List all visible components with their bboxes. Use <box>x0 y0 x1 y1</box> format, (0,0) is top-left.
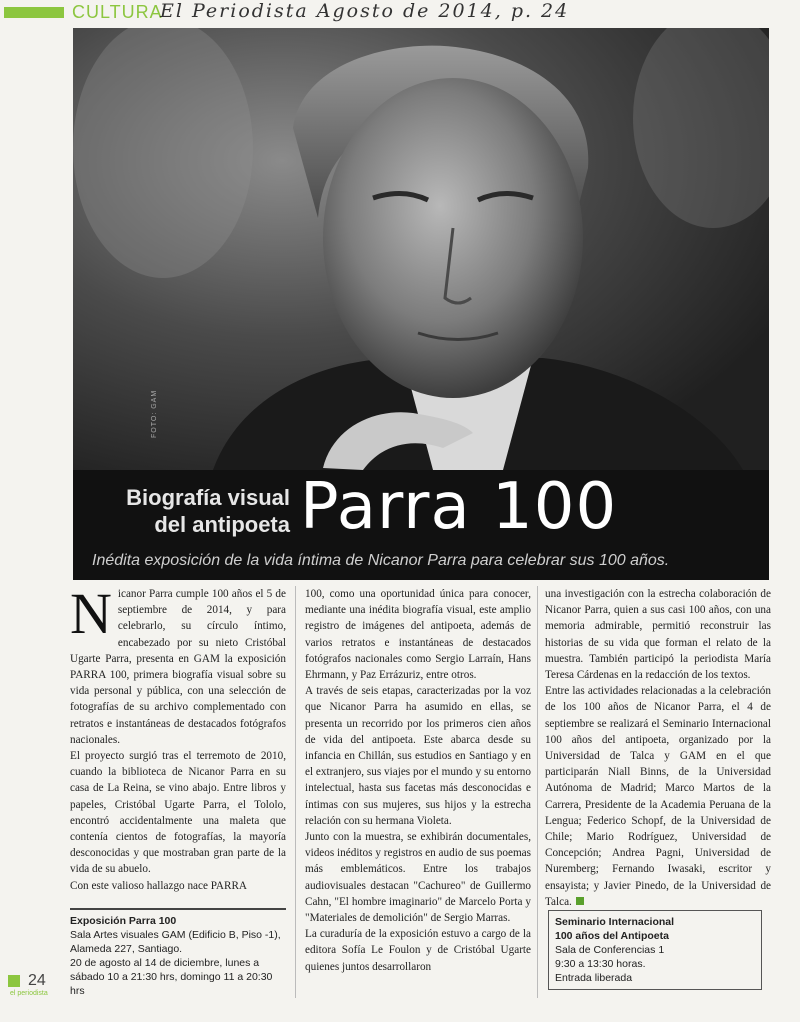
column-divider <box>295 586 296 998</box>
exhibition-info-box <box>70 908 286 998</box>
paragraph: A través de seis etapas, caracterizadas por la voz que Nicanor Parra ha asumido en ellas, se presenta un recorrido por los primeros cien años de vida del antipoeta. Este abarca desde su infancia en Chillán, sus estudios en Santiago y en el extranjero, sus viajes por el mundo y su entorno intelectual, hasta sus facetas más desconocidas e íntimas con sus mujeres, sus hijos y la estrecha relación con su hermana Violeta. <box>305 685 531 827</box>
paragraph: La curaduría de la exposición estuvo a cargo de la editora Sofía Le Foulon y de Cristóbal Ugarte quienes juntos desarrollaron <box>305 928 531 973</box>
body-column-1 <box>70 581 286 894</box>
portrait-photo <box>73 28 769 470</box>
section-color-bar <box>4 7 64 18</box>
publication-name: el periodista <box>10 990 48 997</box>
seminar-title-line1: Seminario Internacional <box>555 916 675 928</box>
page-number: 24 <box>28 972 46 989</box>
title-kicker-line2: del antipoeta <box>154 512 290 537</box>
paragraph: Junto con la muestra, se exhibirán documentales, videos inéditos y registros en audio de sus poemas más emblemáticos. Entre los trabajos audiovisuales destacan "Cachureo" de Guillermo Cahn, "El hombre imaginario" de Marcelo Porta y "Materiales de demolición" de Sergio Marras. <box>305 831 531 925</box>
handwritten-annotation: El Periodista Agosto de 2014, p. 24 <box>160 0 570 22</box>
column-divider <box>537 586 538 998</box>
end-mark-icon <box>576 897 584 905</box>
title-kicker-line1: Biografía visual <box>126 485 290 510</box>
exhibition-dates: 20 de agosto al 14 de diciembre, lunes a sábado 10 a 21:30 hrs, domingo 11 a 20:30 hrs <box>70 957 273 997</box>
drop-cap: N <box>70 581 112 646</box>
portrait-illustration <box>73 28 769 470</box>
title-kicker <box>120 484 290 538</box>
page-header <box>0 0 800 26</box>
paragraph: Con este valioso hallazgo nace PARRA <box>70 879 248 892</box>
paragraph: una investigación con la estrecha colaboración de Nicanor Parra, quien a sus casi 100 años, con una memoria admirable, permitió reconstruir las historias de su vida que forman el relato de la muestra. También participó la periodista María Teresa Cárdenas en la redacción de los textos. <box>545 588 771 682</box>
paragraph: icanor Parra cumple 100 años el 5 de septiembre de 2014, y para celebrarlo, su círculo íntimo, encabezado por su nieto Cristóbal Ugarte Parra, presenta en GAM la exposición PARRA 100, primera biografía visual sobre su vida personal y pública, con una selección de fotografías de su archivo complementado con retratos e instantáneas de destacados fotógrafos nacionales. <box>70 588 286 746</box>
page-title: Parra 100 <box>300 470 618 544</box>
paragraph <box>545 683 771 910</box>
seminar-hours: 9:30 a 13:30 horas. <box>555 958 646 970</box>
seminar-venue: Sala de Conferencias 1 <box>555 944 665 956</box>
body-column-3 <box>545 586 771 910</box>
exhibition-info-title: Exposición Parra 100 <box>70 915 177 927</box>
paragraph-text: Entre las actividades relacionadas a la celebración de los 100 años de Nicanor Parra, el 4 de septiembre se realizará el Seminario Internacional 100 años del antipoeta, organizado por la Universidad de Talca y GAM en el que participarán Niall Binns, de la Universidad Autónoma de Madrid; Marco Martos de la Carrera, Presidente de la Academia Peruana de la Lengua; Federico Schopf, de la Universidad de Chile; Mario Rodríguez, Universidad de Concepción; Andrea Pagni, Universidad de Nuremberg; Fernando Iwasaki, escritor y ensayista; y Javier Pinedo, de la Universidad de Talca. <box>545 685 771 908</box>
paragraph: 100, como una oportunidad única para conocer, mediante una inédita biografía visual, este amplio registro de imágenes del antipoeta, además de varios retratos e instantáneas de destacados fotógrafos nacionales como Sergio Larraín, Hans Ehrmann, y Paz Errázuriz, entre otros. <box>305 588 531 682</box>
article-subtitle: Inédita exposición de la vida íntima de Nicanor Parra para celebrar sus 100 años. <box>92 552 670 569</box>
seminar-info-box <box>548 910 762 990</box>
seminar-title-line2: 100 años del Antipoeta <box>555 930 669 942</box>
body-column-2 <box>305 586 531 975</box>
section-label: CULTURA <box>72 2 163 22</box>
exhibition-venue: Sala Artes visuales GAM (Edificio B, Piso -1), Alameda 227, Santiago. <box>70 929 281 955</box>
publication-logo-icon <box>8 975 20 987</box>
photo-credit: FOTO: GAM <box>151 389 158 438</box>
seminar-admission: Entrada liberada <box>555 972 633 984</box>
paragraph: El proyecto surgió tras el terremoto de 2010, cuando la biblioteca de Nicanor Parra en su casa de La Reina, se vino abajo. Entre libros y papeles, Cristóbal Ugarte Parra, el Tololo, encontró accidentalmente una maleta que contenía cientos de fotografías, la mayoría desconocidas y que mostraban gran parte de la vida de su abuelo. <box>70 750 286 876</box>
